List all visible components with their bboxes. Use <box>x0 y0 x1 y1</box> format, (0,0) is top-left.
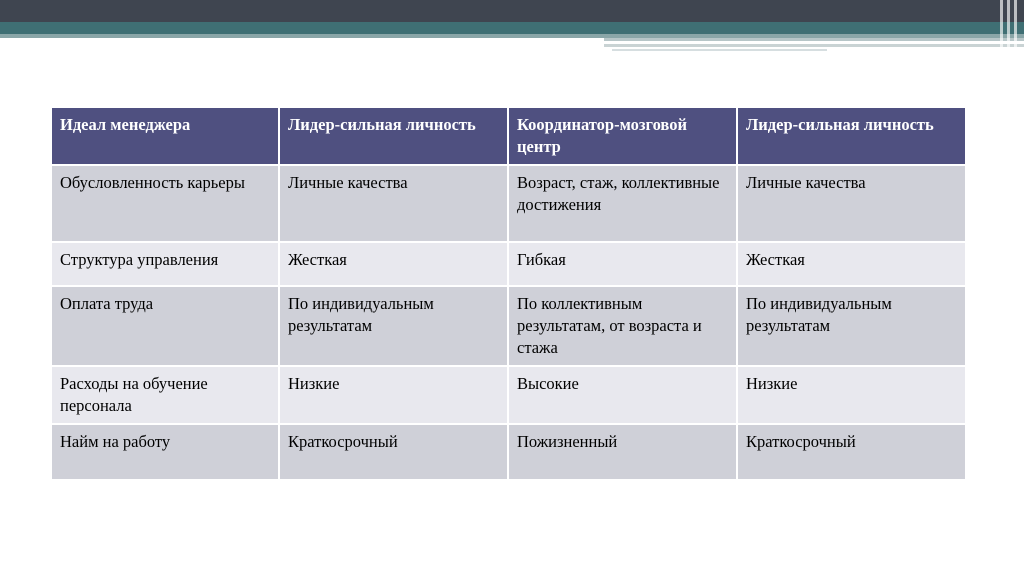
table-cell: По индивидуальным результатам <box>279 286 508 366</box>
comparison-table <box>50 106 967 481</box>
table-row <box>51 242 966 286</box>
header-bar <box>0 0 1024 22</box>
table-cell: Личные качества <box>737 165 966 242</box>
table-cell: По индивидуальным результатам <box>737 286 966 366</box>
table-cell: Краткосрочный <box>737 424 966 480</box>
corner-decoration <box>996 0 1024 48</box>
table-cell: Найм на работу <box>51 424 279 480</box>
table-row <box>51 424 966 480</box>
table-header-cell: Идеал менеджера <box>51 107 279 165</box>
table-cell: Личные качества <box>279 165 508 242</box>
table-cell: Низкие <box>737 366 966 424</box>
table-row <box>51 165 966 242</box>
accent-line <box>604 38 1024 41</box>
header-teal-band <box>0 22 1024 34</box>
table-cell: По коллективным результатам, от возраста и стажа <box>508 286 737 366</box>
table-header-cell: Координатор-мозговой центр <box>508 107 737 165</box>
table-cell: Пожизненный <box>508 424 737 480</box>
table-cell: Низкие <box>279 366 508 424</box>
table-cell: Высокие <box>508 366 737 424</box>
table-cell: Жесткая <box>279 242 508 286</box>
table-row <box>51 286 966 366</box>
table-row <box>51 366 966 424</box>
table-cell: Гибкая <box>508 242 737 286</box>
table-header-row <box>51 107 966 165</box>
table-cell: Возраст, стаж, коллективные достижения <box>508 165 737 242</box>
table-cell: Обусловленность карьеры <box>51 165 279 242</box>
table-cell: Жесткая <box>737 242 966 286</box>
table-cell: Краткосрочный <box>279 424 508 480</box>
accent-line <box>612 49 827 51</box>
table-cell: Структура управления <box>51 242 279 286</box>
table-header-cell: Лидер-сильная личность <box>279 107 508 165</box>
accent-line <box>604 44 1024 47</box>
table-cell: Расходы на обучение персонала <box>51 366 279 424</box>
table-header-cell: Лидер-сильная личность <box>737 107 966 165</box>
table-cell: Оплата труда <box>51 286 279 366</box>
